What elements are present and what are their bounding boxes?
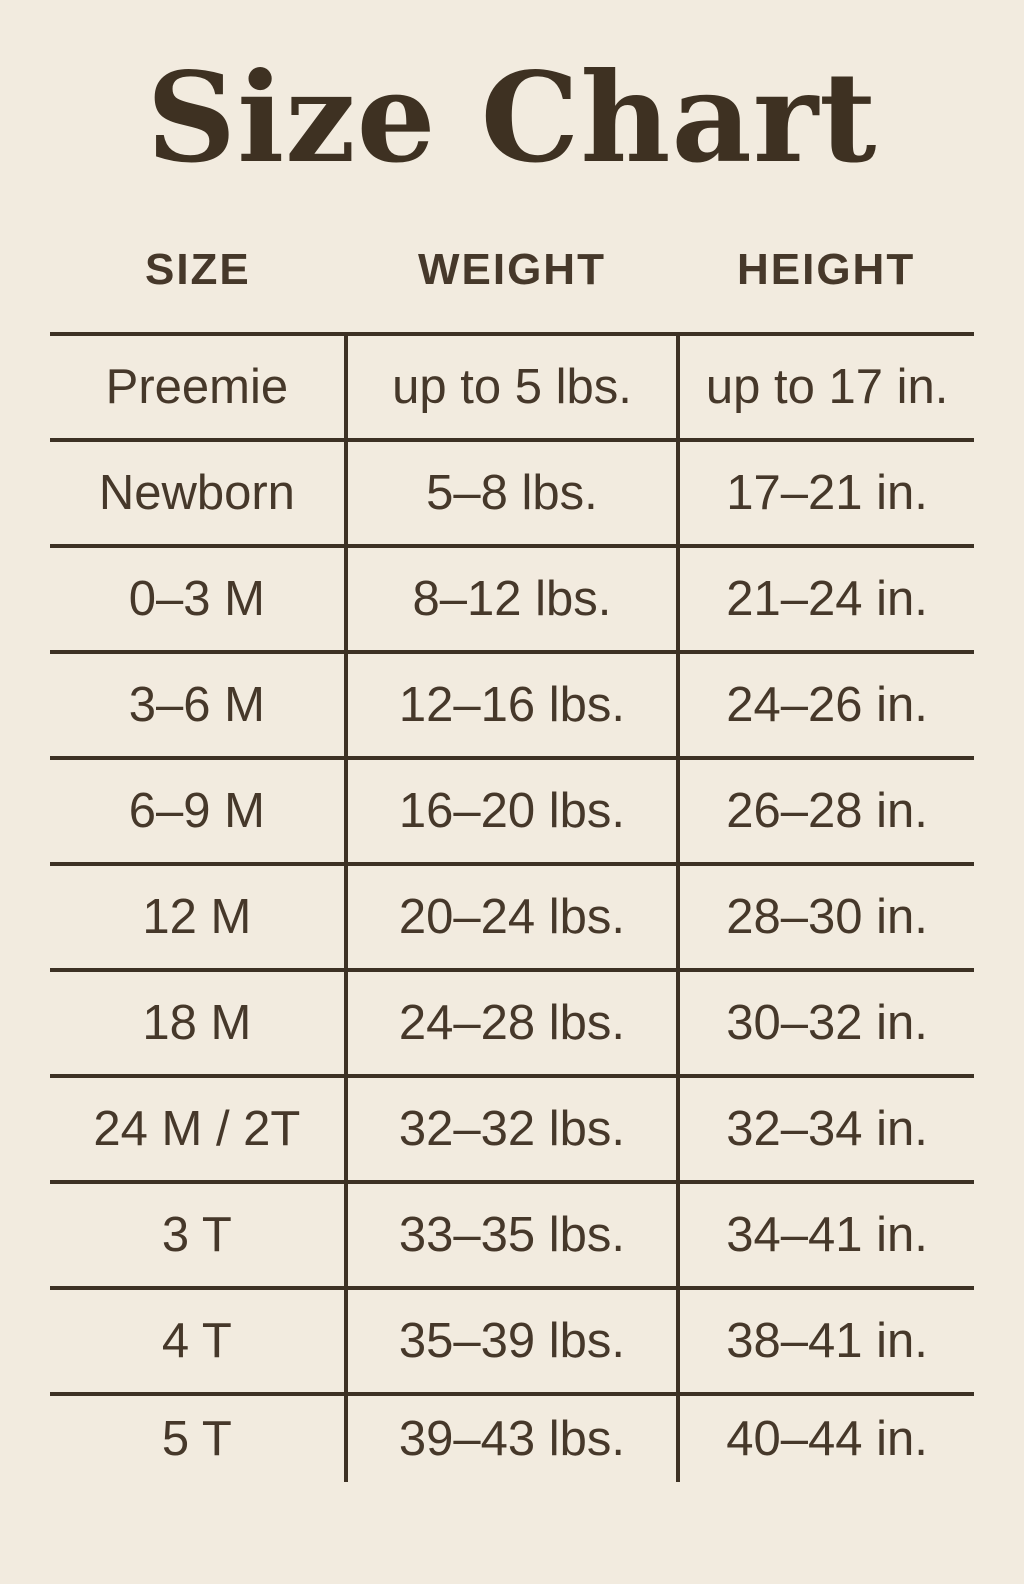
weight-cell: 5–8 lbs.: [346, 440, 678, 546]
height-cell: 34–41 in.: [678, 1182, 974, 1288]
table-row: [50, 440, 974, 546]
size-cell: 6–9 M: [50, 758, 346, 864]
weight-cell: 33–35 lbs.: [346, 1182, 678, 1288]
weight-cell: 35–39 lbs.: [346, 1288, 678, 1394]
size-cell: Preemie: [50, 334, 346, 440]
table-row: [50, 652, 974, 758]
size-chart-page: [0, 48, 1024, 1584]
column-header-weight: WEIGHT: [417, 244, 606, 294]
column-header-size: SIZE: [144, 244, 251, 294]
size-chart-table: [50, 221, 974, 1482]
height-cell: 17–21 in.: [678, 440, 974, 546]
table-row: [50, 1076, 974, 1182]
table-row: [50, 864, 974, 970]
weight-cell: 12–16 lbs.: [346, 652, 678, 758]
table-row: [50, 334, 974, 440]
height-cell: 26–28 in.: [678, 758, 974, 864]
size-cell: 24 M / 2T: [50, 1076, 346, 1182]
header-row: [50, 221, 974, 334]
table-row: [50, 1182, 974, 1288]
size-cell: 12 M: [50, 864, 346, 970]
size-cell: 0–3 M: [50, 546, 346, 652]
height-cell: up to 17 in.: [678, 334, 974, 440]
size-cell: 4 T: [50, 1288, 346, 1394]
weight-cell: 24–28 lbs.: [346, 970, 678, 1076]
height-cell: 21–24 in.: [678, 546, 974, 652]
table-row: [50, 758, 974, 864]
weight-cell: 16–20 lbs.: [346, 758, 678, 864]
table-header: [50, 221, 974, 334]
weight-cell: 39–43 lbs.: [346, 1394, 678, 1482]
table-row: [50, 970, 974, 1076]
weight-cell: 8–12 lbs.: [346, 546, 678, 652]
weight-cell: 32–32 lbs.: [346, 1076, 678, 1182]
size-cell: Newborn: [50, 440, 346, 546]
height-cell: 28–30 in.: [678, 864, 974, 970]
height-cell: 38–41 in.: [678, 1288, 974, 1394]
height-cell: 40–44 in.: [678, 1394, 974, 1482]
size-cell: 3 T: [50, 1182, 346, 1288]
table-row: [50, 1288, 974, 1394]
height-cell: 32–34 in.: [678, 1076, 974, 1182]
weight-cell: 20–24 lbs.: [346, 864, 678, 970]
column-header-height: HEIGHT: [736, 244, 916, 294]
size-cell: 3–6 M: [50, 652, 346, 758]
weight-cell: up to 5 lbs.: [346, 334, 678, 440]
size-cell: 18 M: [50, 970, 346, 1076]
table-row: [50, 546, 974, 652]
page-title: Size Chart: [146, 46, 878, 191]
height-cell: 24–26 in.: [678, 652, 974, 758]
size-cell: 5 T: [50, 1394, 346, 1482]
table-row: [50, 1394, 974, 1482]
height-cell: 30–32 in.: [678, 970, 974, 1076]
table-body: [50, 334, 974, 1482]
